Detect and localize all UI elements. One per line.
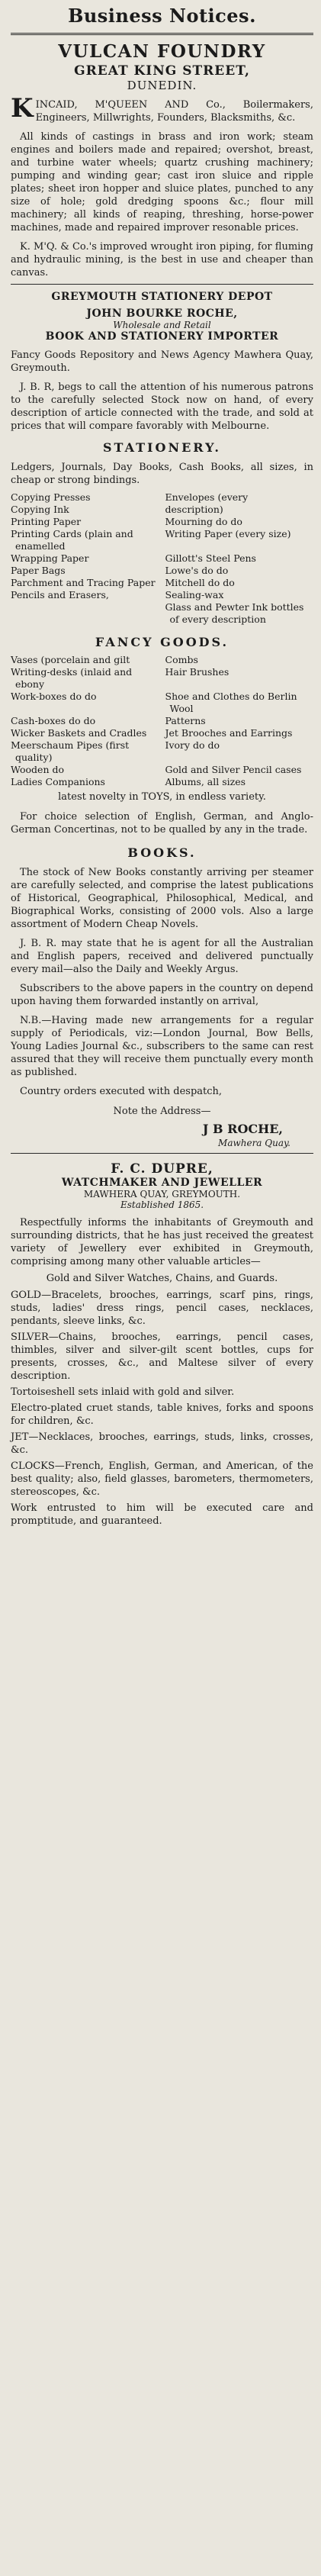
list-item: Meerschaum Pipes (first quality) [11,739,130,763]
fancy-goods-items [11,654,313,788]
list-item: Wicker Baskets and Cradles [11,727,147,739]
vulcan-foundry-ad [11,35,313,279]
ad-intro [11,93,313,124]
ad-title: VULCAN FOUNDRY [58,41,266,62]
list-item: Ladies Companions [11,776,105,787]
list-item: Writing-desks (inlaid and ebony [11,666,133,690]
signature-place: Mawhera Quay. [218,1138,291,1148]
list-item: Lowe's do do [165,565,229,576]
books-para: The stock of New Books constantly arriving per steamer are carefully selected, and comprise the latest publications of Historical, Geographical, Philosophical, Medical, and Biographical Works, consisting of 2000 vols. Also a large assortment of Modern Cheap Novels. [11,867,313,930]
list-item: Jet Brooches and Earrings [165,727,293,739]
intro-text: INCAID, M'QUEEN AND Co., Boilermakers, Engineers, Millwrights, Founders, Blacksmiths, &c. [35,99,313,124]
list-item: Paper Bags [11,565,66,576]
list-item: Printing Paper [11,516,82,527]
owner-subtitle: Wholesale and Retail [113,320,211,330]
list-item: Pencils and Erasers, [11,589,109,601]
subscribers-para: Subscribers to the above papers in the country on depend upon having them forwarded instantly on arrival, [11,983,313,1007]
list-item: Patterns [165,715,206,726]
ad-body: All kinds of castings in brass and iron work; steam engines and boilers made and repaired; overshot, breast, and turbine water wheels; quartz crushing machinery; pumping and winding gear; cast iron sluice and ripple plates; sheet iron hopper and sluice plates, punched to any size of hole; gold dredging spoons &c.; flour mill machinery; all kinds of reaping, threshing, horse-power machines, made and repaired improver resonable prices. [11,131,313,233]
dupre-intro: Respectfully informs the inhabitants of Greymouth and surrounding districts, that he has just received the greatest variety of Jewellery ever exhibited in Greymouth, comprising among many other valuable articles— [11,1217,313,1267]
list-item: Albums, all sizes [165,776,246,787]
list-item: Cash-boxes do do [11,715,96,726]
list-item: Work entrusted to him will be executed care and promptitude, and guaranteed. [11,1502,313,1527]
depot-title: GREYMOUTH STATIONERY DEPOT [51,291,273,303]
list-item: SILVER—Chains, brooches, earrings, pencil cases, thimbles, silver and silver-gilt scent bottles, cups for presents, crosses, &c., and Maltese silver of every description. [11,1331,313,1382]
dupre-items [11,1289,313,1528]
stationery-heading: STATIONERY. [102,440,221,455]
list-item: description) [165,504,223,515]
list-item: Copying Presses [11,491,91,503]
list-item: Writing Paper (every size) [165,528,291,539]
books-heading: BOOKS. [127,845,197,860]
list-item: Combs [165,654,198,665]
list-item: Shoe and Clothes do Berlin Wool [165,691,297,714]
list-item: Electro-plated cruet stands, table knives, forks and spoons for children, &c. [11,1402,313,1427]
list-item: CLOCKS—French, English, German, and American, of the best quality; also, field glasses, barometers, thermometers, stereoscopes, &c. [11,1460,313,1498]
list-item: Hair Brushes [165,666,230,678]
importer-title: BOOK AND STATIONERY IMPORTER [45,330,279,343]
list-item: Wrapping Paper [11,552,89,564]
dupre-ad [11,1154,313,1528]
list-item: Tortoiseshell sets inlaid with gold and silver. [11,1386,235,1398]
drop-cap: K [11,93,34,124]
owner-name: JOHN BOURKE ROCHE, [86,308,238,320]
concertina-para: For choice selection of English, German, and Anglo-German Concertinas, not to be qualled by any in the trade. [11,811,313,836]
note-address: Note the Address— [113,1106,211,1117]
stationery-lead: Ledgers, Journals, Day Books, Cash Books, all sizes, in cheap or strong bindings. [11,462,313,486]
dupre-lead: Gold and Silver Watches, Chains, and Guards. [46,1273,278,1284]
list-item: Mitchell do do [165,577,235,588]
list-item: Parchment and Tracing Paper [11,577,156,588]
stationery-items [11,491,313,626]
list-item: Vases (porcelain and gilt [11,654,130,665]
agent-para: J. B. R. may state that he is agent for all the Australian and English papers, received and delivered punctually every mail—also the Daily and Weekly Argus. [11,938,313,975]
dupre-title: F. C. DUPRE, [111,1161,213,1177]
list-item: Envelopes (every [165,491,249,503]
dupre-address: MAWHERA QUAY, GREYMOUTH. [83,1189,241,1199]
ad-city: DUNEDIN. [127,79,197,92]
list-item: Printing Cards (plain and enamelled [11,528,133,552]
list-item: JET—Necklaces, brooches, earrings, studs, links, crosses, &c. [11,1431,313,1456]
dupre-trade: WATCHMAKER AND JEWELLER [61,1177,263,1189]
section-header: Business Notices. [68,5,256,27]
fancy-goods-heading: FANCY GOODS. [95,635,230,649]
dupre-established: Established 1865. [120,1199,204,1210]
list-item: Wooden do [11,764,65,775]
nb-para: N.B.—Having made new arrangements for a regular supply of Periodicals, viz:—London Journal, Bow Bells, Young Ladies Journal &c., subscribers to the same can rest assured that they will receive them punctually every month as published. [11,1015,313,1078]
list-item: Ivory do do [165,739,220,751]
list-item: Glass and Pewter Ink bottles of every description [165,601,304,625]
list-item: Gold and Silver Pencil cases [165,764,302,775]
stationery-ad [11,285,313,1148]
list-item: Work-boxes do do [11,691,97,702]
toys-line: latest novelty in TOYS, in endless variety. [58,791,266,803]
list-item: Mourning do do [165,516,242,527]
list-item: Gillott's Steel Pens [165,552,256,564]
ad-footer: K. M'Q. & Co.'s improved wrought iron piping, for fluming and hydraulic mining, is the best in use and cheaper than canvas. [11,241,313,279]
list-item [11,601,159,626]
stationery-intro: J. B. R, begs to call the attention of his numerous patrons to the carefully selected Stock now on hand, of every description of article connected with the trade, and sold at prices that will compare favorably with Melbourne. [11,382,313,432]
signature: J B ROCHE, [202,1122,283,1136]
list-item: GOLD—Bracelets, brooches, earrings, scarf pins, rings, studs, ladies' dress rings, pencil cases, necklaces, pendants, sleeve links, &c. [11,1290,313,1327]
fancy-repository: Fancy Goods Repository and News Agency Mawhera Quay, Greymouth. [11,349,313,374]
country-orders: Country orders executed with despatch, [20,1086,223,1097]
ad-address: GREAT KING STREET, [74,63,250,79]
list-item: Copying Ink [11,504,69,515]
list-item: Sealing-wax [165,589,224,601]
